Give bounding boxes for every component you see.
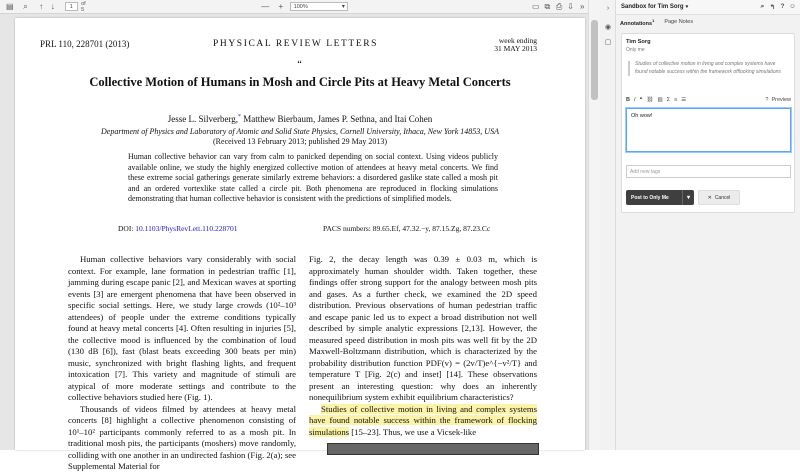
scrollbar-thumb[interactable] <box>591 20 598 100</box>
eye-icon[interactable]: ◉ <box>604 24 612 31</box>
page-number-input[interactable]: 1 <box>65 2 79 11</box>
search-icon[interactable]: ⌕ <box>23 1 28 11</box>
figure-image <box>327 443 539 455</box>
doi-label: DOI: <box>118 224 134 233</box>
affiliation-text: Department of Physics and Laboratory of Atomic and Solid State Physics, Cornell University, Ithaca, New York 14853, USA <box>101 127 499 136</box>
body-column-right <box>309 254 537 438</box>
author-first: Jesse L. Silverberg, <box>167 114 239 124</box>
numbered-list-icon[interactable]: ≡ <box>674 97 678 103</box>
pacs-numbers: PACS numbers: 89.65.Ef, 47.32.−y, 87.15.Zg, 87.23.Cc <box>323 224 491 233</box>
chevron-down-icon[interactable]: ▾ <box>682 190 694 205</box>
arrow-up-icon[interactable]: ↑ <box>39 2 44 11</box>
post-label: Post to Only Me <box>631 194 669 201</box>
post-button[interactable] <box>626 190 694 205</box>
journal-name: PHYSICAL REVIEW LETTERS <box>213 39 379 49</box>
body-paragraph: Fig. 2, the decay length was 0.39 ± 0.03 m, which is approximately human shoulder width. Taken together, these findings offer strong support for the analogy between mosh pits and gases. As a further check, we examined the 2D speed distribution. Previous observations of human pedestrian traffic and escape panic led us to expect a broad distribution not well described by simple analytic expressions [2,13]. However, the measured speed distribution in mosh pits was well fit by the 2D Maxwell-Boltzmann distribution, which is characterized by the probability distribution function PDF(v) = (2v/T)e^{−v²/T} and temperature T [Fig. 2(c) and inset] [14]. These observations present an interesting question: why does an inherently nonequilibrium system exhibit equilibrium characteristics? <box>309 254 537 402</box>
annotation-toolbar-strip <box>600 0 616 450</box>
body-paragraph: Human collective behaviors vary considerably with social context. For example, lane formation in pedestrian traffic [1], jamming during escape panic [2], and Mexican waves at sporting events [3] are emergent phenomena that have been observed in specific social settings. Here, we study large crowds (10²–10³ attendees) of people under the extreme conditions typically found at heavy metal concerts [4]. Often resulting in injuries [5], the collective mood is influenced by the combination of loud (130 dB [6]), fast (blast beats exceeding 300 beats per min) music, synchronized with bright flashing lights, and frequent intoxication [7]. This variety and magnitude of stimuli are atypical of more moderate settings and contribute to the collective behaviors studied here (Fig. 1). <box>68 254 296 402</box>
close-icon: ✕ <box>707 194 712 201</box>
preview-button[interactable] <box>765 97 791 103</box>
author-footnote-star[interactable]: * <box>238 114 242 120</box>
link-icon[interactable]: ⛓ <box>646 97 654 103</box>
body-column-left <box>68 254 296 473</box>
print-icon[interactable]: ⎙ <box>555 1 563 11</box>
sidebar-tabs <box>616 15 800 29</box>
zoom-select[interactable] <box>290 2 348 11</box>
body-paragraph: Thousands of videos filmed by attendees at heavy metal concerts [8] highlight a collective phenomenon consisting of 10¹–10² participants commonly referred to as a mosh pit. In traditional mosh pits, the participants (moshers) move randomly, colliding with one another in an undirected fashion (Fig. 2(a); see Supplemental Material for <box>68 403 296 471</box>
annotation-quote: Studies of collective motion in living and complex systems have found notable success within the framework offlocking simulations <box>628 61 788 76</box>
account-icon[interactable]: ☺ <box>789 3 796 10</box>
math-icon[interactable]: Σ <box>666 97 671 103</box>
paper-authors <box>15 114 585 124</box>
annotation-sidebar <box>616 0 800 450</box>
collapse-sidebar-icon[interactable]: › <box>606 4 610 12</box>
chevron-down-icon[interactable]: ▾ <box>685 4 689 10</box>
sidebar-toggle-icon[interactable]: ▤ <box>6 2 14 11</box>
paper-title: Collective Motion of Humans in Mosh and Circle Pits at Heavy Metal Concerts <box>89 75 511 89</box>
pdf-page <box>15 18 585 471</box>
doi-link[interactable]: 10.1103/PhysRevLett.110.228701 <box>135 224 238 233</box>
preview-label: Preview <box>771 97 791 103</box>
sidebar-header-icons <box>759 3 800 11</box>
zoom-out-icon[interactable]: — <box>261 2 270 11</box>
share-icon[interactable]: ↰ <box>769 4 776 11</box>
received-date: (Received 13 February 2013; published 29 May 2013) <box>213 136 387 146</box>
tab-annotations[interactable] <box>620 18 654 27</box>
zoom-in-icon[interactable]: + <box>278 2 284 11</box>
present-icon[interactable]: ⧉ <box>544 1 551 11</box>
help-icon: ? <box>765 97 769 103</box>
issue-date-line1: week ending <box>498 36 537 45</box>
doi-row <box>118 224 498 233</box>
author-rest: Matthew Bierbaum, James P. Sethna, and Itai Cohen <box>241 114 433 124</box>
note-icon[interactable]: ▢ <box>604 39 612 46</box>
journal-citation: PRL 110, 228701 (2013) <box>40 39 130 49</box>
search-icon[interactable]: ⌕ <box>760 3 765 10</box>
body-text: [15–23]. Thus, we use a Vicsek-like <box>349 426 477 437</box>
sidebar-title[interactable]: Sandbox for Tim Sorg <box>621 4 684 10</box>
annotation-text-input[interactable]: Oh wow! <box>626 108 791 152</box>
open-file-icon[interactable]: ▭ <box>531 2 540 11</box>
italic-icon[interactable]: I <box>633 97 636 103</box>
tab-page-notes[interactable]: Page Notes <box>664 19 694 25</box>
markdown-toolbar <box>626 94 791 106</box>
save-icon[interactable]: ⇩ <box>567 2 574 11</box>
tags-input[interactable]: Add new tags <box>626 165 791 178</box>
bold-icon[interactable]: B <box>626 97 630 103</box>
viewer-scrollbar[interactable] <box>588 0 600 450</box>
bullet-list-icon[interactable]: ☰ <box>681 97 687 103</box>
help-icon[interactable]: ? <box>780 3 785 10</box>
paper-affiliation <box>15 127 585 146</box>
crossmark-logo-icon: 🙶 <box>297 60 302 71</box>
page-count: of 5 <box>81 0 86 13</box>
annotation-count: 1 <box>652 17 655 23</box>
paper-abstract: Human collective behavior can vary from calm to panicked depending on social context. Using videos publicly available online, we study the highly energized collective motion of attendees at heavy metal concerts. We find these extreme social gatherings generate similarly extreme behaviors: a disordered gaslike state called a mosh pit and an ordered vortexlike state called a circle pit. Both phenomena are reproduced in flocking simulations demonstrating that human collective behavior is consistent with the predictions of simplified models. <box>128 152 498 203</box>
chevron-down-icon: ▾ <box>341 4 345 10</box>
annotation-privacy: Only me <box>626 47 645 53</box>
annotation-highlight[interactable]: Studies of collective motion in living and complex systems have found notable success within the framework of flocking simulations <box>309 403 537 437</box>
image-icon[interactable]: ▨ <box>657 97 663 103</box>
pdf-toolbar <box>0 0 588 14</box>
issue-date <box>494 37 537 53</box>
annotation-card <box>621 33 795 213</box>
cancel-label: Cancel <box>714 194 731 201</box>
pdf-viewer[interactable] <box>0 14 588 471</box>
cancel-button[interactable] <box>698 190 740 205</box>
arrow-down-icon[interactable]: ↓ <box>50 2 55 11</box>
sidebar-header <box>616 0 800 15</box>
more-icon[interactable]: » <box>580 2 585 11</box>
body-paragraph-annotated <box>309 404 537 439</box>
quote-icon[interactable]: ❝ <box>639 97 643 103</box>
tab-annotations-label: Annotations <box>620 20 653 27</box>
issue-date-line2: 31 MAY 2013 <box>494 44 537 53</box>
zoom-value: 100% <box>293 4 308 10</box>
annotation-user[interactable]: Tim Sorg <box>626 39 651 45</box>
